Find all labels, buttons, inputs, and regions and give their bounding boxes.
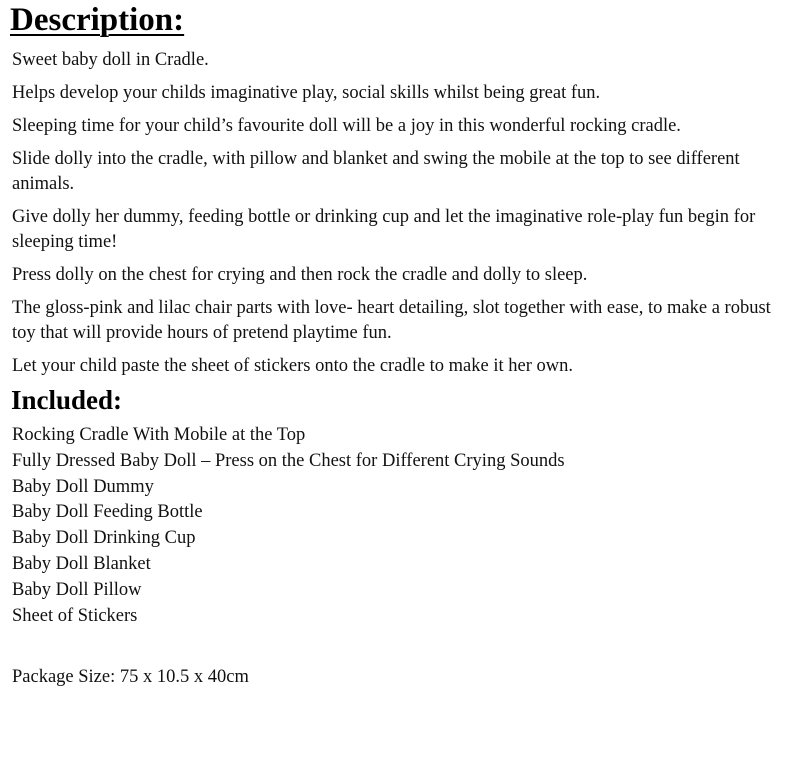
included-item: Fully Dressed Baby Doll – Press on the Chest for Different Crying Sounds [12,450,565,471]
description-paragraph: Helps develop your childs imaginative play, social skills whilst being great fun. [12,83,601,103]
description-paragraph: Press dolly on the chest for crying and then rock the cradle and dolly to sleep. [12,265,588,285]
product-sheet [12,0,792,690]
description-heading: Description: [10,2,185,38]
description-paragraph: Sleeping time for your child’s favourite doll will be a joy in this wonderful rocking cradle. [12,116,681,136]
included-item: Baby Doll Feeding Bottle [12,502,203,523]
description-body [12,48,792,379]
description-paragraph: Sweet baby doll in Cradle. [12,50,209,70]
included-item: Baby Doll Dummy [12,476,154,497]
included-heading: Included: [11,385,123,415]
included-item: Baby Doll Pillow [12,579,142,600]
description-paragraph: Let your child paste the sheet of stickers onto the cradle to make it her own. [12,356,573,376]
package-size: Package Size: 75 x 10.5 x 40cm [12,667,249,688]
included-list [12,423,792,629]
included-item: Baby Doll Drinking Cup [12,528,196,549]
included-item: Sheet of Stickers [12,605,138,626]
included-item: Baby Doll Blanket [12,553,151,574]
included-item: Rocking Cradle With Mobile at the Top [12,425,306,445]
description-paragraph: The gloss-pink and lilac chair parts with love- heart detailing, slot together with ease, to make a robust toy that will provide hours of pretend playtime fun. [12,298,771,343]
description-paragraph: Give dolly her dummy, feeding bottle or drinking cup and let the imaginative role-play fun begin for sleeping time! [12,207,756,252]
description-paragraph: Slide dolly into the cradle, with pillow and blanket and swing the mobile at the top to see different animals. [12,149,740,194]
